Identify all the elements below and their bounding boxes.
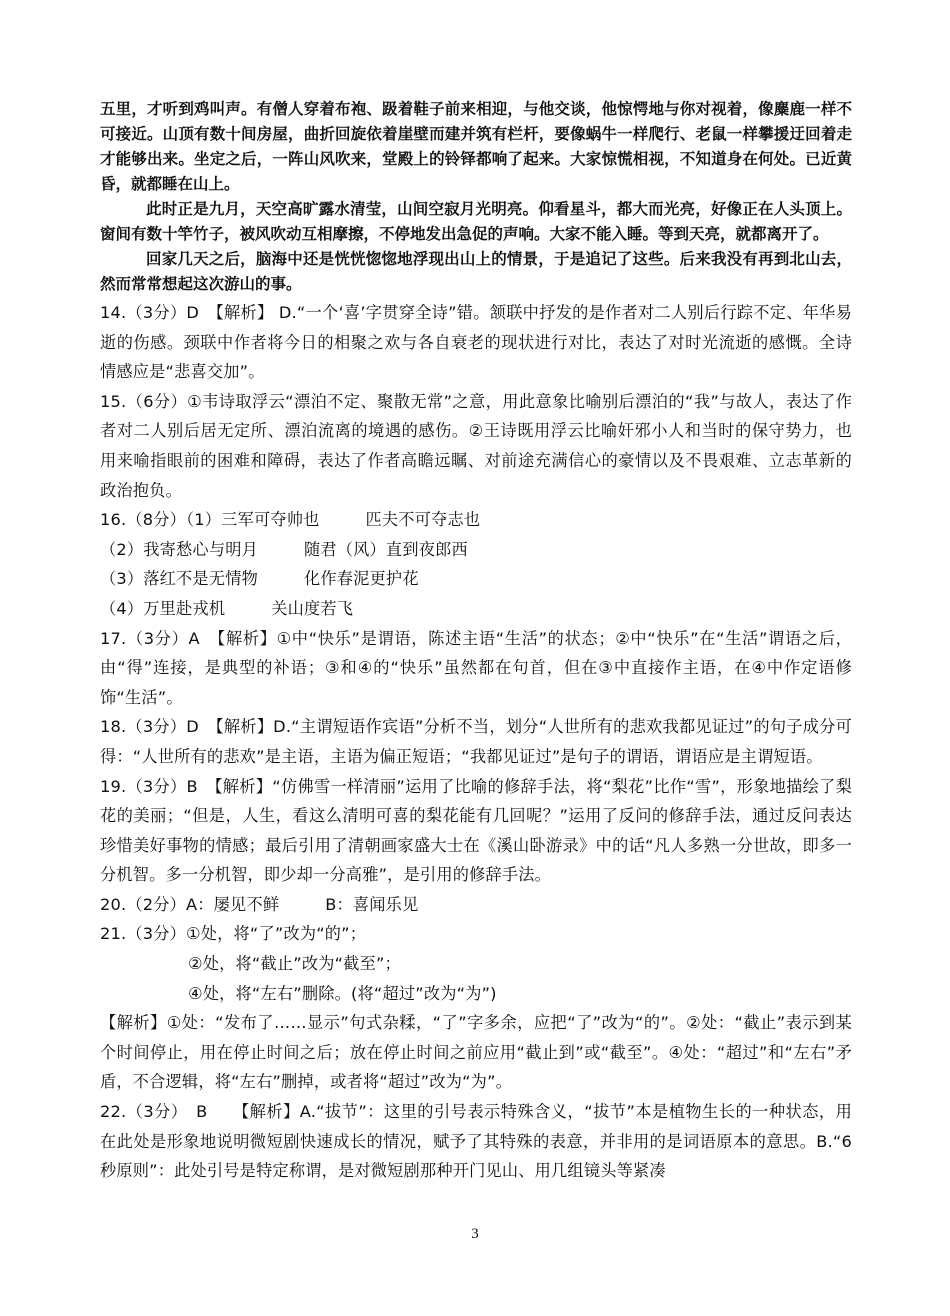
answer-16-line: （4）万里赴戎机 关山度若飞 [100, 598, 354, 618]
answer-16-head: 16.（8分）（1）三军可夺帅也 匹夫不可夺志也 [100, 510, 481, 530]
answer-16-line: （3）落红不是无情物 化作春泥更护花 [100, 569, 419, 589]
passage-paragraph: 回家几天之后，脑海中还是恍恍惚惚地浮现出山上的情景，于是追记了这些。后来我没有再到北山去，然而常常想起这次游山的事。 [100, 249, 852, 293]
answer-22: 22.（3分） B 【解析】A.“拔节”：这里的引号表示特殊含义，“拔节”本是植物生长的一种状态，用在此处是形象地说明微短剧快速成长的情况，赋予了其特殊的表意，并非用的是词语原本的意思。B.“6秒原则”：此处引号是特定称谓，是对微短剧那种开门见山、用几组镜头等紧凑 [100, 1102, 852, 1181]
answer-19: 19.（3分）B 【解析】“仿佛雪一样清丽”运用了比喻的修辞手法，将“梨花”比作“雪”，形象地描绘了梨花的美丽；“但是，人生，看这么清明可喜的梨花能有几回呢？”运用了反问的修辞手法，通过反问表达珍惜美好事物的情感；最后引用了清朝画家盛大士在《溪山卧游录》中的话“凡人多熟一分世故，即多一分机智。多一分机智，即少却一分高雅”，是引用的修辞手法。 [100, 776, 852, 885]
answer-15: 15.（6分）①韦诗取浮云“漂泊不定、聚散无常”之意，用此意象比喻别后漂泊的“我”与故人，表达了作者对二人别后居无定所、漂泊流离的境遇的感伤。②王诗既用浮云比喻奸邪小人和当时的保守势力，也用来喻指眼前的困难和障碍，表达了作者高瞻远瞩、对前途充满信心的豪情以及不畏艰难、立志革新的政治抱负。 [100, 391, 852, 500]
answer-20: 20.（2分）A：屡见不鲜 B：喜闻乐见 [100, 894, 419, 914]
answer-21-head: 21.（3分）①处，将“了”改为“的”； [100, 924, 367, 944]
answer-21-analysis: 【解析】①处：“发布了……显示”句式杂糅，“了”字多余，应把“了”改为“的”。②处：“截止”表示到某个时间停止，用在停止时间之后；放在停止时间之前应用“截止到”或“截至”。④处：“超过”和“左右”矛盾，不合逻辑，将“左右”删掉，或者将“超过”改为“为”。 [100, 1013, 852, 1092]
answer-21-line: ④处，将“左右”删除。(将“超过”改为“为”) [188, 983, 497, 1003]
document-page [100, 96, 852, 1186]
translation-passage [100, 96, 852, 296]
answer-17: 17.（3分）A 【解析】①中“快乐”是谓语，陈述主语“生活”的状态；②中“快乐”在“生活”谓语之后，由“得”连接，是典型的补语；③和④的“快乐”虽然都在句首，但在③中直接作主语，在④中作定语修饰“生活”。 [100, 628, 852, 707]
answer-section [100, 298, 852, 1186]
page-number: 3 [471, 1226, 479, 1242]
answer-16-line: （2）我寄愁心与明月 随君（风）直到夜郎西 [100, 539, 468, 559]
answer-21-line: ②处，将“截止”改为“截至”； [188, 954, 401, 974]
passage-paragraph: 五里，才听到鸡叫声。有僧人穿着布袍、趿着鞋子前来相迎，与他交谈，他惊愕地与你对视着，像麋鹿一样不可接近。山顶有数十间房屋，曲折回旋依着崖壁而建并筑有栏杆，要像蜗牛一样爬行、老鼠一样攀援迂回着走才能够出来。坐定之后，一阵山风吹来，堂殿上的铃铎都响了起来。大家惊慌相视，不知道身在何处。已近黄昏，就都睡在山上。 [100, 99, 852, 193]
answer-14: 14.（3分）D 【解析】 D.“一个‘喜’字贯穿全诗”错。颔联中抒发的是作者对二人别后行踪不定、年华易逝的伤感。颈联中作者将今日的相聚之欢与各自衰老的现状进行对比，表达了对时光流逝的感慨。全诗情感应是“悲喜交加”。 [100, 303, 852, 382]
passage-paragraph: 此时正是九月，天空高旷露水清莹，山间空寂月光明亮。仰看星斗，都大而光亮，好像正在人头顶上。窗间有数十竿竹子，被风吹动互相摩擦，不停地发出急促的声响。大家不能入睡。等到天亮，就都离开了。 [100, 199, 852, 243]
answer-18: 18.（3分）D 【解析】D.“主谓短语作宾语”分析不当，划分“人世所有的悲欢我都见证过”的句子成分可得：“人世所有的悲欢”是主语，主语为偏正短语；“我都见证过”是句子的谓语，谓语应是主谓短语。 [100, 717, 852, 766]
